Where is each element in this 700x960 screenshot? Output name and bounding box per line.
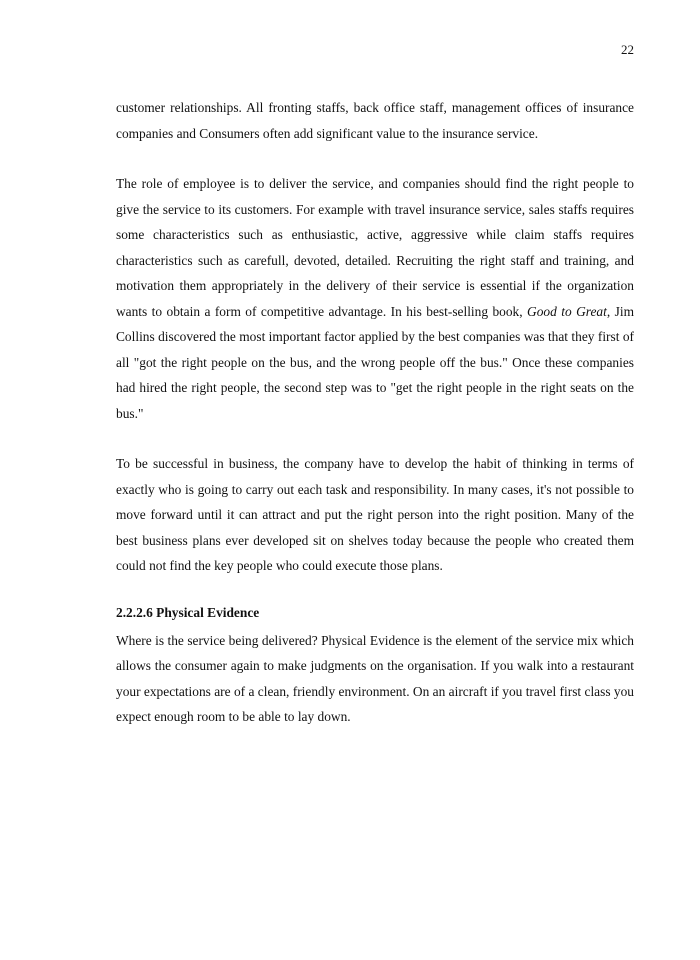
page-number: 22 bbox=[621, 42, 634, 57]
paragraph-physical-evidence: Where is the service being delivered? Physical Evidence is the element of the service mix which allows the consumer again to make judgments on the organisation. If you walk into a restaurant your expectations are of a clean, friendly environment. On an aircraft if you travel first class you expect enough room to be able to lay down. bbox=[116, 632, 634, 724]
document-body bbox=[116, 95, 634, 730]
paragraph-text-before: The role of employee is to deliver the service, and companies should find the right people to give the service to its customers. For example with travel insurance service, sales staffs requires some characteristics such as enthusiastic, active, aggressive while claim staffs requires characteristics such as carefull, devoted, detailed. Recruiting the right staff and training, and motivation them appropriately in the delivery of their service is essential if the organization wants to obtain a form of competitive advantage. In his best-selling book, bbox=[116, 176, 634, 319]
paragraph-role-of-employee bbox=[116, 171, 634, 426]
book-title: Good to Great bbox=[527, 303, 607, 319]
paragraph-customer-relationships: customer relationships. All fronting staffs, back office staff, management offices of insurance companies and Consumers often add significant value to the insurance service. bbox=[116, 100, 634, 141]
paragraph-text-after: , Jim Collins discovered the most important factor applied by the best companies was that they first of all "got the right people on the bus, and the wrong people off the bus." Once these companies had hired the right people, the second step was to "get the right people in the right seats on the bus." bbox=[116, 303, 634, 421]
section-heading: 2.2.2.6 Physical Evidence bbox=[116, 604, 260, 620]
paragraph-successful-business: To be successful in business, the company have to develop the habit of thinking in terms of exactly who is going to carry out each task and responsibility. In many cases, it's not possible to move forward until it can attract and put the right person into the right position. Many of the best business plans ever developed sit on shelves today because the people who created them could not find the key people who could execute those plans. bbox=[116, 456, 634, 573]
